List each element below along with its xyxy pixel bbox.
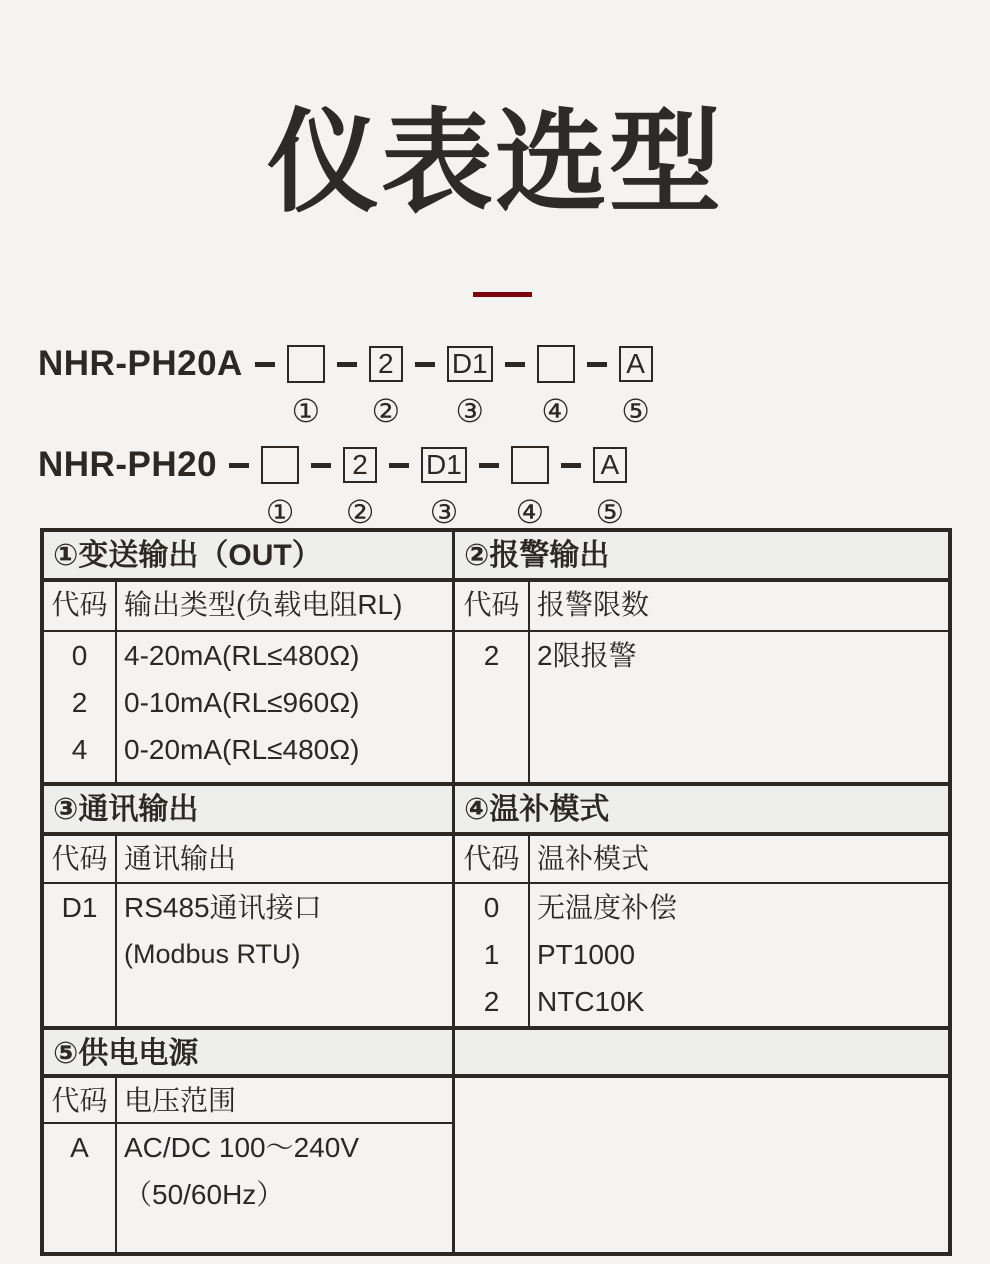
- code-box-blank: [511, 446, 549, 484]
- dash-separator: [479, 463, 499, 468]
- code-box: A: [593, 447, 627, 483]
- model-slot-1: [261, 439, 299, 528]
- code-value: A: [70, 1132, 89, 1163]
- section5-code-header: 代码: [44, 1078, 117, 1124]
- position-marker: ①: [265, 494, 295, 530]
- option-description: 无温度补偿: [537, 892, 678, 923]
- section1-code-header: 代码: [44, 582, 117, 632]
- dash-separator: [311, 463, 331, 468]
- option-description: (Modbus RTU): [124, 939, 301, 969]
- option-description: 4-20mA(RL≤480Ω): [124, 640, 360, 671]
- code-value: 0: [483, 892, 500, 923]
- position-marker: ②: [371, 393, 401, 429]
- code-box: D1: [447, 346, 493, 382]
- empty-bottom-right-cell: [455, 1078, 948, 1252]
- model-line-nhr-ph20: [38, 439, 653, 528]
- section5-col-header: 电压范围: [117, 1078, 455, 1124]
- option-description: RS485通讯接口: [124, 892, 322, 923]
- code-value: D1: [61, 892, 98, 923]
- position-marker: ③: [429, 494, 459, 530]
- dash-separator: [415, 362, 435, 367]
- model-slot-1: [287, 338, 325, 427]
- code-value: 0: [71, 640, 88, 671]
- section3-codes: [44, 884, 117, 1030]
- section1-title: ①变送输出（OUT）: [44, 532, 455, 582]
- position-marker: ④: [541, 393, 570, 429]
- section2-codes: [455, 632, 530, 786]
- option-description: PT1000: [537, 939, 636, 970]
- option-description: 0-20mA(RL≤480Ω): [124, 734, 360, 765]
- section4-title: ④温补模式: [455, 786, 948, 836]
- code-box: 2: [369, 346, 403, 382]
- section2-code-header: 代码: [455, 582, 530, 632]
- dash-separator: [505, 362, 525, 367]
- option-description: 0-10mA(RL≤960Ω): [124, 687, 360, 718]
- selection-table: [40, 528, 952, 1256]
- option-description: NTC10K: [537, 986, 645, 1017]
- dash-separator: [229, 463, 249, 468]
- section3-descriptions: [117, 884, 455, 1030]
- code-box-blank: [261, 446, 299, 484]
- option-description: 2限报警: [537, 640, 637, 671]
- model-name: NHR-PH20: [38, 445, 218, 484]
- position-marker: ①: [291, 393, 321, 429]
- model-line-nhr-ph20a: [38, 338, 653, 427]
- option-description: （50/60Hz）: [124, 1179, 285, 1210]
- code-value: 2: [71, 687, 88, 718]
- section2-col-header: 报警限数: [530, 582, 948, 632]
- position-marker: ⑤: [621, 393, 650, 429]
- model-slot-2: [369, 338, 403, 427]
- code-value: 2: [483, 640, 500, 671]
- model-slot-5: [593, 439, 627, 528]
- code-box: D1: [421, 447, 467, 483]
- model-slot-5: [619, 338, 653, 427]
- code-box: 2: [343, 447, 377, 483]
- section4-codes: [455, 884, 530, 1030]
- section3-code-header: 代码: [44, 836, 117, 884]
- section5-codes: [44, 1124, 117, 1252]
- code-box-blank: [287, 345, 325, 383]
- model-name: NHR-PH20A: [38, 344, 243, 383]
- section4-code-header: 代码: [455, 836, 530, 884]
- dash-separator: [255, 362, 275, 367]
- page-title: 仪表选型: [267, 100, 723, 225]
- section2-descriptions: [530, 632, 948, 786]
- dash-separator: [587, 362, 607, 367]
- section1-codes: [44, 632, 117, 786]
- section3-col-header: 通讯输出: [117, 836, 455, 884]
- code-value: 1: [483, 939, 500, 970]
- section4-col-header: 温补模式: [530, 836, 948, 884]
- position-marker: ②: [345, 494, 375, 530]
- model-slot-4: [511, 439, 549, 528]
- dash-separator: [561, 463, 581, 468]
- dash-separator: [389, 463, 409, 468]
- code-value: 2: [483, 986, 500, 1017]
- model-slot-4: [537, 338, 575, 427]
- code-value: 4: [71, 734, 88, 765]
- empty-header-band: [455, 1030, 948, 1078]
- title-divider: [473, 292, 532, 297]
- position-marker: ④: [515, 494, 545, 530]
- model-code-diagram: [38, 338, 653, 540]
- code-box: A: [619, 346, 653, 382]
- section5-title: ⑤供电电源: [44, 1030, 455, 1078]
- option-description: AC/DC 100～240V: [124, 1132, 360, 1163]
- section2-title: ②报警输出: [455, 532, 948, 582]
- position-marker: ⑤: [595, 494, 625, 530]
- position-marker: ③: [455, 393, 485, 429]
- dash-separator: [337, 362, 357, 367]
- section3-title: ③通讯输出: [44, 786, 455, 836]
- section1-col-header: 输出类型(负载电阻RL): [117, 582, 455, 632]
- code-box-blank: [537, 345, 575, 383]
- section5-descriptions: [117, 1124, 455, 1252]
- section4-descriptions: [530, 884, 948, 1030]
- model-slot-3: [447, 338, 493, 427]
- section1-descriptions: [117, 632, 455, 786]
- model-slot-3: [421, 439, 467, 528]
- model-slot-2: [343, 439, 377, 528]
